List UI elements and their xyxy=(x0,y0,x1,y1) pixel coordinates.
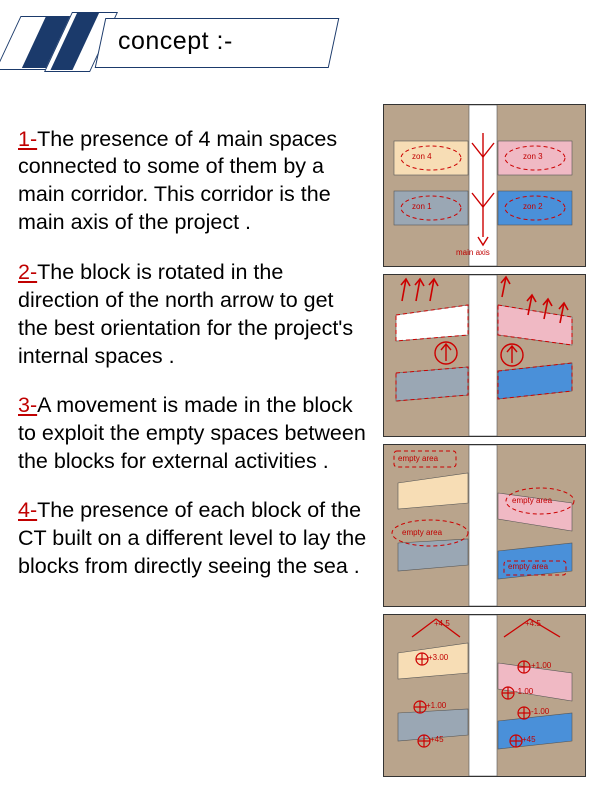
panel-3-label-empty-3: empty area xyxy=(402,528,443,537)
panel-4-level-9: +45 xyxy=(522,735,536,744)
panel-3-empty-areas xyxy=(383,444,586,607)
panel-1-label-main-axis: main axis xyxy=(456,248,490,257)
header-banner xyxy=(0,0,600,92)
concept-text-column xyxy=(18,104,368,598)
concept-paragraph-1 xyxy=(18,126,368,238)
panel-1-label-zone4: zon 4 xyxy=(412,152,432,161)
concept-body-3: A movement is made in the block to exploit the empty spaces between the blocks for external activities . xyxy=(18,393,366,473)
concept-paragraph-4 xyxy=(18,497,368,581)
concept-number-4: 4- xyxy=(18,498,38,523)
panel-3-label-empty-1: empty area xyxy=(398,454,439,463)
panel-4-level-5: -1.00 xyxy=(515,687,534,696)
panel-3-label-empty-2: empty area xyxy=(512,496,553,505)
panel-4-level-1: +4.5 xyxy=(434,619,450,628)
concept-body-2: The block is rotated in the direction of the north arrow to get the best orientation for the project's internal spaces . xyxy=(18,259,354,368)
panel-4-level-7: -1.00 xyxy=(531,707,550,716)
concept-number-2: 2- xyxy=(18,259,38,284)
panel-2-rotation xyxy=(383,274,586,437)
concept-paragraph-2 xyxy=(18,259,368,371)
panel-4-levels xyxy=(383,614,586,777)
page-title: concept :- xyxy=(118,27,233,55)
concept-body-4: The presence of each block of the CT built on a different level to lay the blocks from directly seeing the sea . xyxy=(18,498,367,579)
panel-1-label-zone2: zon 2 xyxy=(523,202,543,211)
concept-number-3: 3- xyxy=(18,393,38,417)
panel-4-level-6: +1.00 xyxy=(426,701,447,710)
panel-4-level-3: +3.00 xyxy=(428,653,449,662)
diagram-column xyxy=(383,104,586,784)
panel-4-level-2: +4.5 xyxy=(525,619,541,628)
panel-1-label-zone3: zon 3 xyxy=(523,152,543,161)
concept-number-1: 1- xyxy=(18,126,38,151)
panel-3-label-empty-4: empty area xyxy=(508,562,549,571)
panel-1-label-zone1: zon 1 xyxy=(412,202,432,211)
panel-4-level-8: +45 xyxy=(430,735,444,744)
concept-paragraph-3 xyxy=(18,392,368,476)
panel-1-zones xyxy=(383,104,586,267)
panel-4-level-4: +1.00 xyxy=(531,661,552,670)
concept-body-1: The presence of 4 main spaces connected to some of them by a main corridor. This corridor is the main axis of the project . xyxy=(18,126,338,235)
